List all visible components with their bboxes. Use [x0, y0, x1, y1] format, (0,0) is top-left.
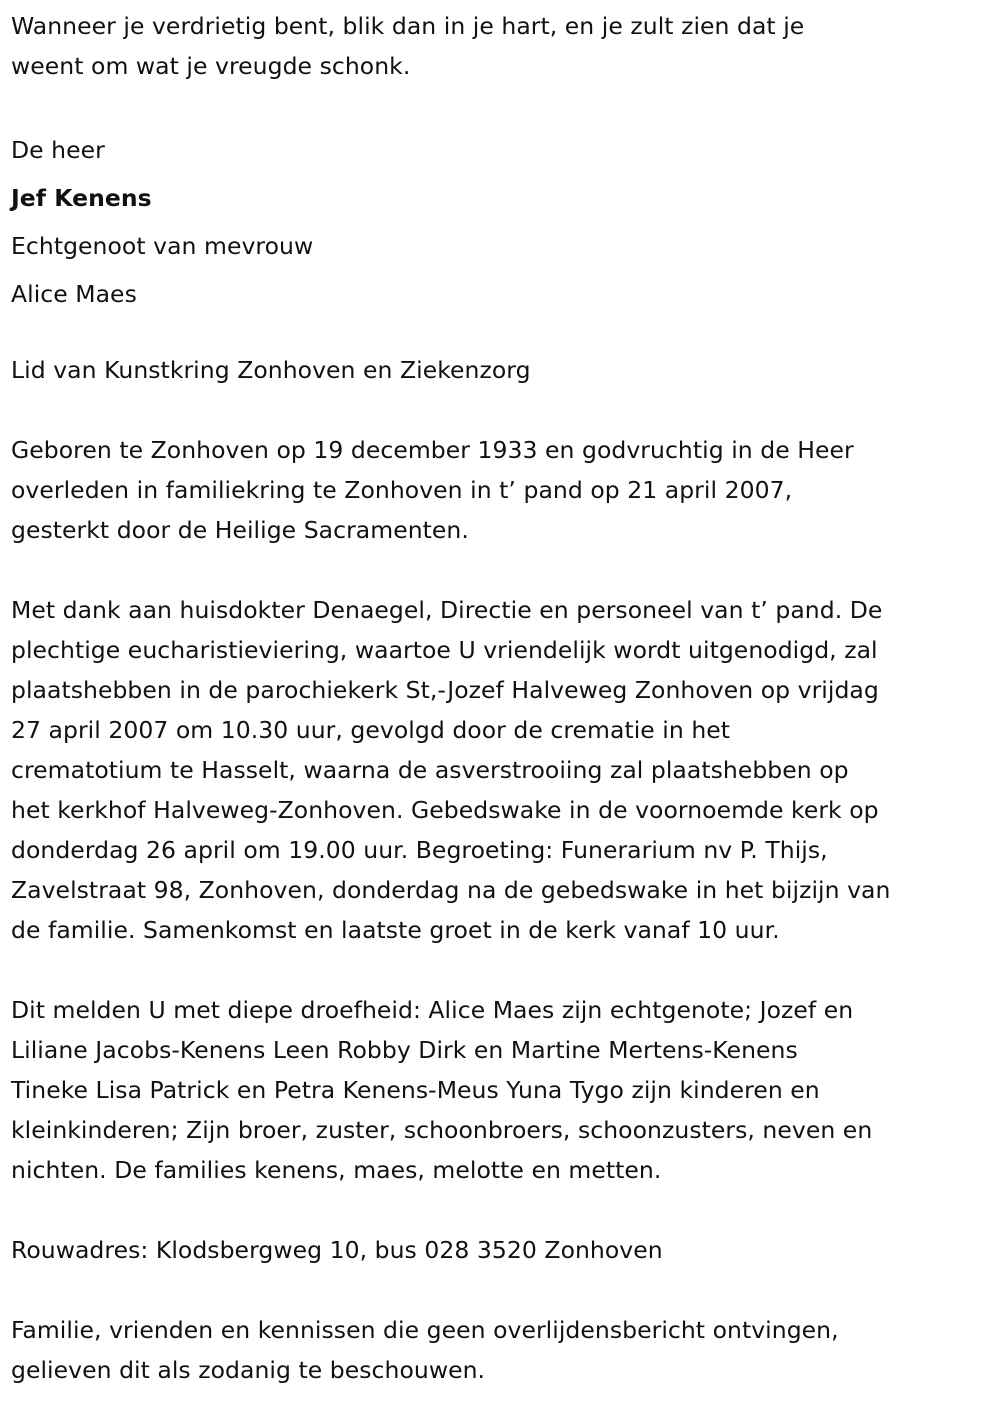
family-paragraph [11, 990, 990, 1190]
spacer [11, 390, 990, 430]
quote-line: weent om wat je vreugde schonk. [11, 52, 411, 80]
ceremony-line: plaatshebben in de parochiekerk St,-Jozef Halveweg Zonhoven op vrijdag [11, 676, 879, 704]
birth-death-line: overleden in familiekring te Zonhoven in t’ pand op 21 april 2007, [11, 476, 793, 504]
spacer [11, 550, 990, 590]
family-line: nichten. De families kenens, maes, melotte en metten. [11, 1156, 662, 1184]
spouse-label: Echtgenoot van mevrouw [11, 232, 314, 260]
spacer [11, 86, 990, 126]
ceremony-line: Met dank aan huisdokter Denaegel, Directie en personeel van t’ pand. De [11, 596, 883, 624]
spacer [11, 1270, 990, 1310]
family-line: Tineke Lisa Patrick en Petra Kenens-Meus Yuna Tygo zijn kinderen en [11, 1076, 820, 1104]
closing-line: Familie, vrienden en kennissen die geen overlijdensbericht ontvingen, [11, 1316, 839, 1344]
family-line: Dit melden U met diepe droefheid: Alice Maes zijn echtgenote; Jozef en [11, 996, 854, 1024]
spacer [11, 950, 990, 990]
birth-death-line: gesterkt door de Heilige Sacramenten. [11, 516, 469, 544]
membership-paragraph [11, 350, 990, 390]
birth-death-paragraph [11, 430, 990, 550]
membership-text: Lid van Kunstkring Zonhoven en Ziekenzorg [11, 356, 531, 384]
family-line: kleinkinderen; Zijn broer, zuster, schoonbroers, schoonzusters, neven en [11, 1116, 873, 1144]
spouse-name: Alice Maes [11, 280, 137, 308]
address-paragraph [11, 1230, 990, 1270]
birth-death-line: Geboren te Zonhoven op 19 december 1933 en godvruchtig in de Heer [11, 436, 854, 464]
ceremony-paragraph [11, 590, 990, 950]
closing-line: gelieven dit als zodanig te beschouwen. [11, 1356, 486, 1384]
spacer [11, 318, 990, 350]
ceremony-line: donderdag 26 april om 19.00 uur. Begroeting: Funerarium nv P. Thijs, [11, 836, 828, 864]
ceremony-line: de familie. Samenkomst en laatste groet in de kerk vanaf 10 uur. [11, 916, 780, 944]
deceased-name: Jef Kenens [11, 184, 152, 212]
mourning-address: Rouwadres: Klodsbergweg 10, bus 028 3520 Zonhoven [11, 1236, 663, 1264]
ceremony-line: crematotium te Hasselt, waarna de asverstrooiing zal plaatshebben op [11, 756, 849, 784]
family-line: Liliane Jacobs-Kenens Leen Robby Dirk en Martine Mertens-Kenens [11, 1036, 798, 1064]
ceremony-line: het kerkhof Halveweg-Zonhoven. Gebedswake in de voornoemde kerk op [11, 796, 879, 824]
ceremony-line: plechtige eucharistieviering, waartoe U vriendelijk wordt uitgenodigd, zal [11, 636, 878, 664]
ceremony-line: Zavelstraat 98, Zonhoven, donderdag na de gebedswake in het bijzijn van [11, 876, 891, 904]
ceremony-line: 27 april 2007 om 10.30 uur, gevolgd door de crematie in het [11, 716, 731, 744]
title-prefix: De heer [11, 136, 105, 164]
quote-line: Wanneer je verdrietig bent, blik dan in je hart, en je zult zien dat je [11, 12, 805, 40]
quote-paragraph [11, 6, 990, 86]
spacer [11, 1190, 990, 1230]
closing-paragraph [11, 1310, 990, 1390]
header-block [11, 126, 990, 318]
